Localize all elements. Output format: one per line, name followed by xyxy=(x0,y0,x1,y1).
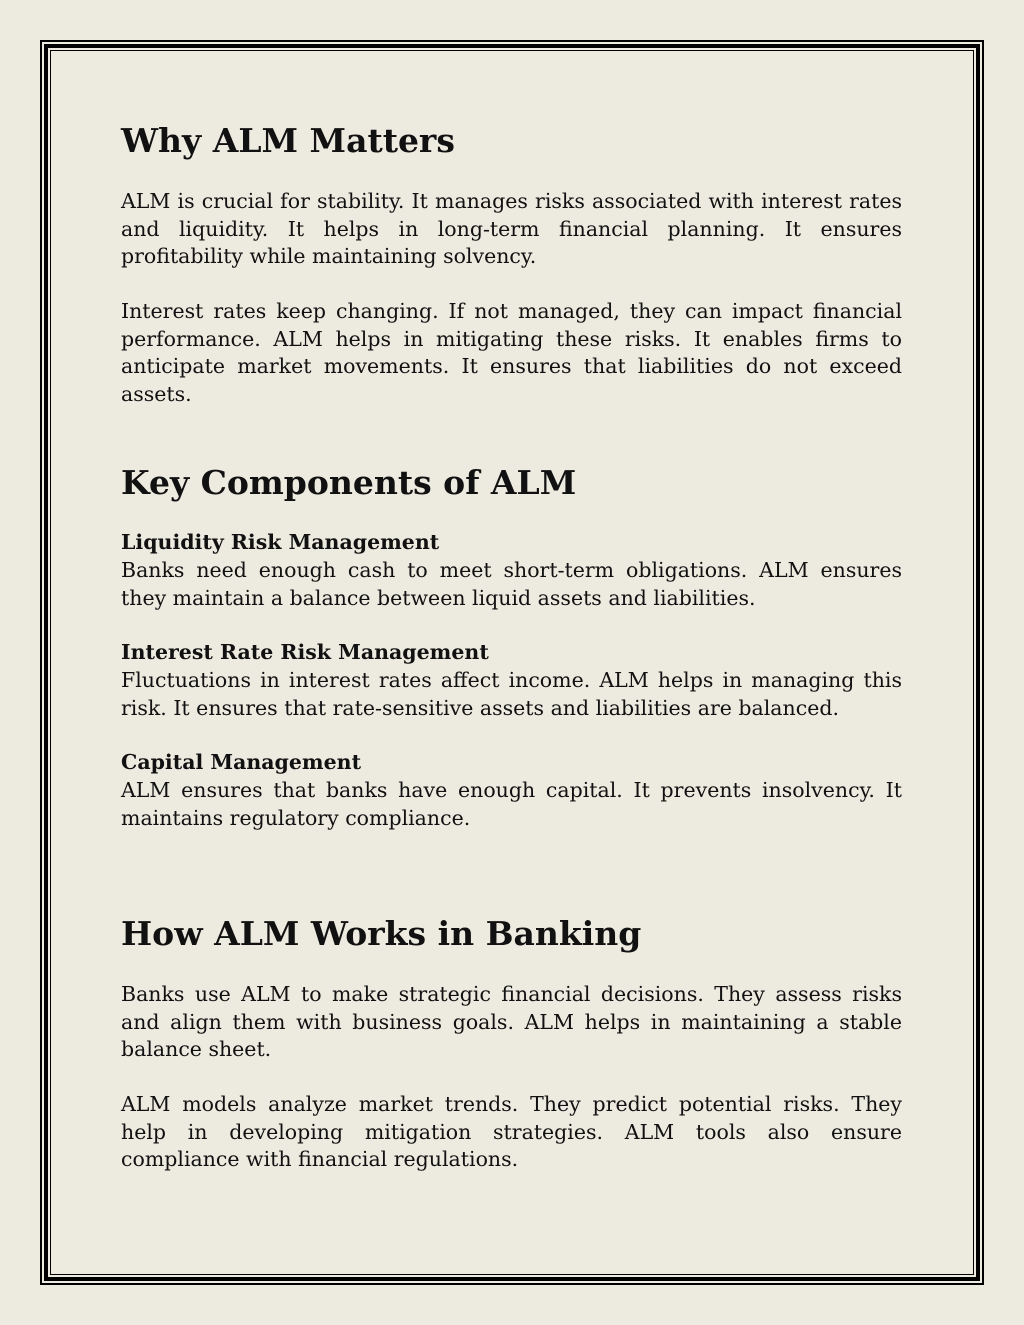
paragraph: Banks use ALM to make strategic financial decisions. They assess risks and align them with business goals. ALM helps in maintaining a stable balance sheet. xyxy=(121,982,902,1061)
component-title: Interest Rate Risk Management xyxy=(121,640,489,664)
paragraph: Interest rates keep changing. If not managed, they can impact financial performance. ALM helps in mitigating these risks. It enables firms to anticipate market movements. It ensures that liabilities do not exceed assets. xyxy=(121,299,902,406)
component-text: Banks need enough cash to meet short-term obligations. ALM ensures they maintain a balance between liquid assets and liabilities. xyxy=(121,558,902,610)
section-heading: Key Components of ALM xyxy=(121,463,577,502)
component-title: Capital Management xyxy=(121,750,362,774)
section-heading: How ALM Works in Banking xyxy=(121,914,642,953)
paragraph: ALM is crucial for stability. It manages risks associated with interest rates and liquidity. It helps in long-term financial planning. It ensures profitability while maintaining solvency. xyxy=(121,189,902,268)
component-text: ALM ensures that banks have enough capital. It prevents insolvency. It maintains regulatory compliance. xyxy=(121,778,902,830)
component-title: Liquidity Risk Management xyxy=(121,530,440,554)
section-heading: Why ALM Matters xyxy=(121,121,455,160)
component-text: Fluctuations in interest rates affect income. ALM helps in managing this risk. It ensures that rate-sensitive assets and liabilities are balanced. xyxy=(121,668,902,720)
paragraph: ALM models analyze market trends. They predict potential risks. They help in developing mitigation strategies. ALM tools also ensure compliance with financial regulations. xyxy=(121,1092,902,1171)
